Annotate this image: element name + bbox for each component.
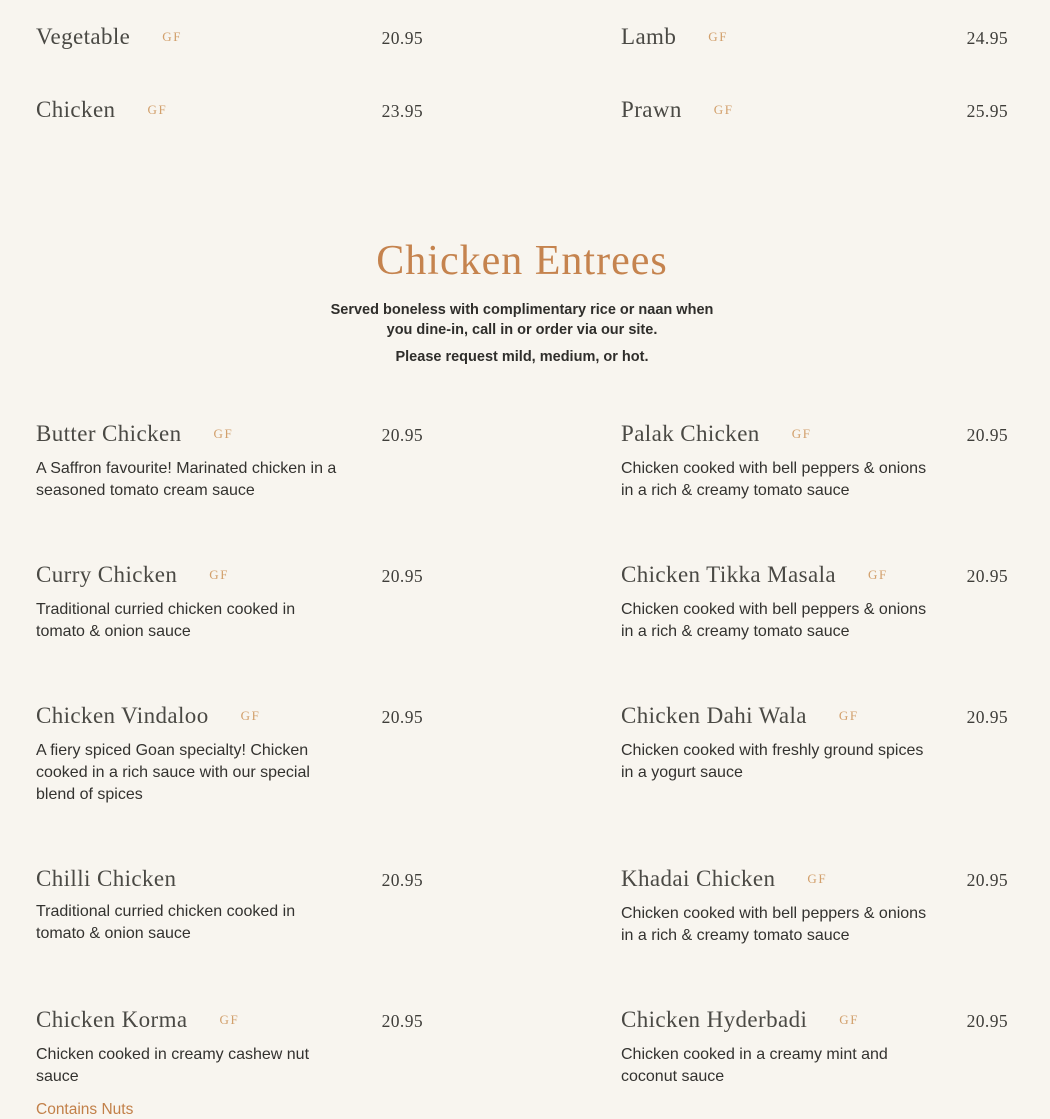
chicken-entrees-items [36,419,1008,1119]
item-description: Chicken cooked in a creamy mint and coconut sauce [621,1046,888,1085]
menu-item-head [621,1005,1008,1038]
item-name: Palak Chicken [621,421,760,446]
item-name: Curry Chicken [36,562,178,587]
item-price: 24.95 [966,28,1008,48]
item-price: 20.95 [966,870,1008,890]
menu-item [36,22,423,55]
gluten-free-badge: GF [708,29,729,44]
item-price: 20.95 [381,870,423,890]
item-description: Traditional curried chicken cooked in tomato & onion sauce [36,903,296,942]
menu-item-head [36,419,423,452]
gluten-free-badge: GF [213,426,234,441]
item-description: Chicken cooked with bell peppers & onions in a rich & creamy tomato sauce [621,460,927,499]
menu-item [36,560,423,643]
menu-item-head [36,864,423,895]
item-name: Chicken Tikka Masala [621,562,836,587]
gluten-free-badge: GF [838,708,859,723]
item-description: Traditional curried chicken cooked in tomato & onion sauce [36,601,296,640]
menu-item-head [36,560,423,593]
menu-item [621,22,1008,55]
item-name: Butter Chicken [36,421,182,446]
item-price: 20.95 [381,425,423,445]
menu-item-head [621,95,1008,128]
menu-item-head [36,1005,423,1038]
item-name: Vegetable [36,24,131,49]
menu-item [621,1005,1008,1119]
menu-item-head [621,22,1008,55]
item-description: A fiery spiced Goan specialty! Chicken cooked in a rich sauce with our special blend of spices [36,742,310,803]
menu-item [36,1005,423,1119]
gluten-free-badge: GF [240,708,261,723]
menu-item-head [621,560,1008,593]
gluten-free-badge: GF [209,567,230,582]
item-name: Lamb [621,24,677,49]
item-price: 23.95 [381,101,423,121]
menu-item [621,701,1008,806]
item-name: Chilli Chicken [36,866,177,891]
item-price: 20.95 [381,28,423,48]
gluten-free-badge: GF [868,567,888,582]
menu-item [36,95,423,128]
item-price: 20.95 [966,1011,1008,1031]
item-description: Chicken cooked with bell peppers & onions in a rich & creamy tomato sauce [621,601,927,640]
menu-item [621,560,1008,643]
item-description: Chicken cooked with bell peppers & onions in a rich & creamy tomato sauce [621,905,927,944]
previous-section-items [36,22,1008,128]
gluten-free-badge: GF [791,426,812,441]
gluten-free-badge: GF [147,102,168,117]
item-name: Khadai Chicken [621,866,776,891]
menu-item [621,419,1008,502]
menu-item [36,864,423,947]
gluten-free-badge: GF [219,1012,240,1027]
item-name: Chicken Korma [36,1007,188,1032]
item-name: Prawn [621,97,682,122]
menu-item [36,419,423,502]
item-price: 20.95 [966,707,1008,727]
contains-nuts-note: Contains Nuts [36,1101,134,1118]
item-description: Chicken cooked with freshly ground spices in a yogurt sauce [621,742,924,781]
gluten-free-badge: GF [807,871,828,886]
item-name: Chicken Dahi Wala [621,703,807,728]
menu-item-head [621,419,1008,452]
gluten-free-badge: GF [713,102,734,117]
section-request-note: Please request mild, medium, or hot. [395,349,649,365]
menu-item-head [621,864,1008,897]
item-price: 25.95 [966,101,1008,121]
section-subtitle: Served boneless with complimentary rice or naan when you dine-in, call in or order via our site. [330,302,714,338]
menu-item-head [621,701,1008,734]
menu-item [621,864,1008,947]
section-header [36,236,1008,367]
item-description: A Saffron favourite! Marinated chicken in a seasoned tomato cream sauce [36,460,337,499]
item-description: Chicken cooked in creamy cashew nut sauce [36,1046,310,1085]
section-title: Chicken Entrees [376,238,668,284]
menu-item-head [36,95,423,128]
item-price: 20.95 [966,566,1008,586]
menu-item-head [36,22,423,55]
item-price: 20.95 [381,566,423,586]
gluten-free-badge: GF [839,1012,860,1027]
menu-item [621,95,1008,128]
item-name: Chicken Hyderbadi [621,1007,808,1032]
item-price: 20.95 [381,707,423,727]
menu-item [36,701,423,806]
item-name: Chicken [36,97,116,122]
item-name: Chicken Vindaloo [36,703,209,728]
item-price: 20.95 [966,425,1008,445]
menu-item-head [36,701,423,734]
item-price: 20.95 [381,1011,423,1031]
gluten-free-badge: GF [162,29,183,44]
